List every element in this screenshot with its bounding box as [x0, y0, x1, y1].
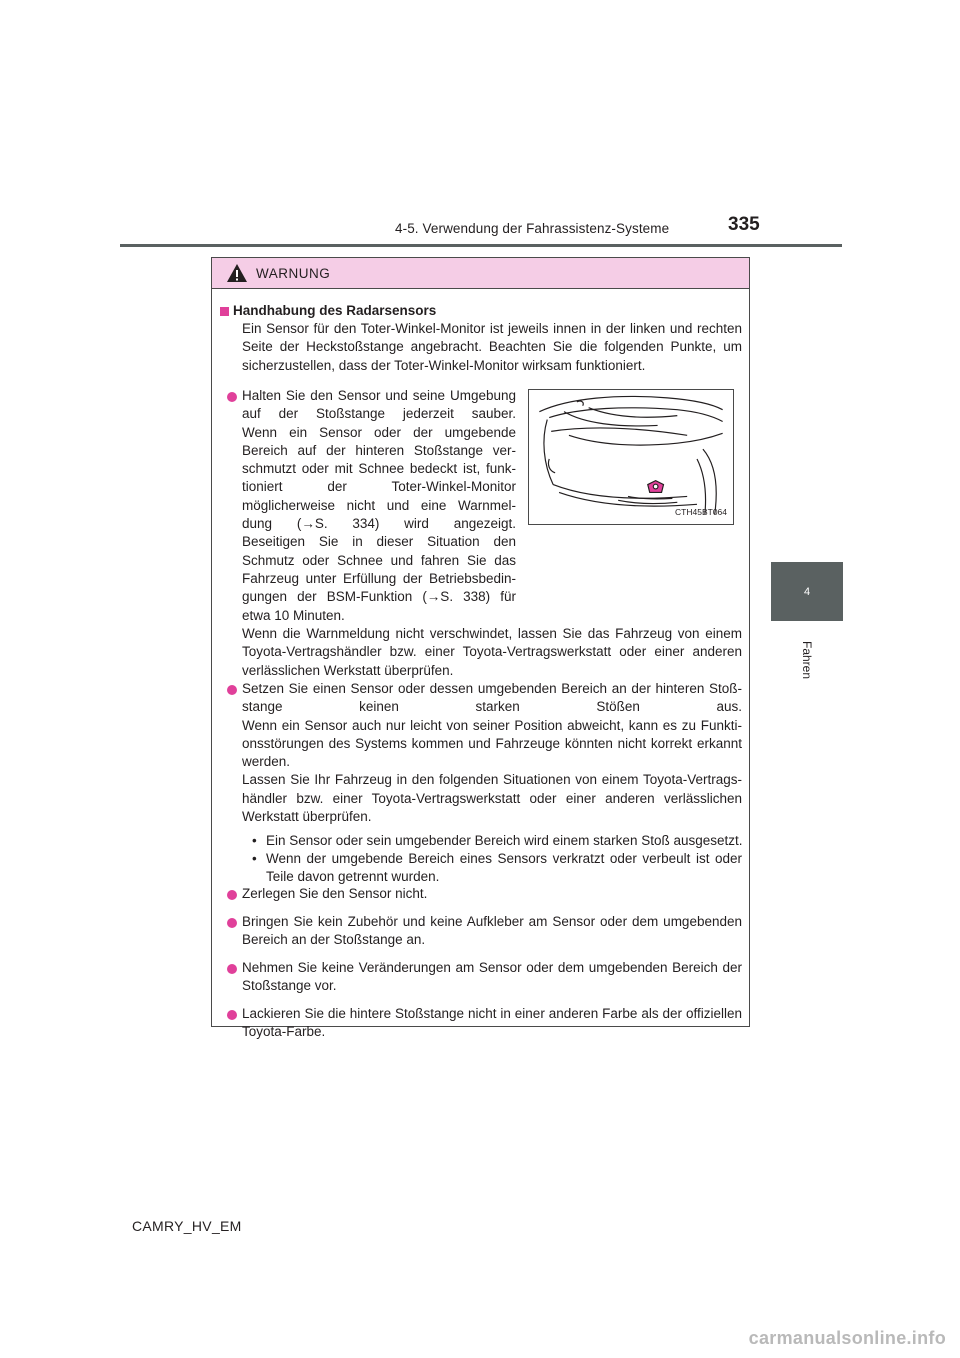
text-line: Bringen Sie kein Zubehör und keine Aufkleber am Sensor oder dem umgebenden [242, 914, 742, 929]
text-line: Schmutz oder Schnee und fahren Sie das [242, 552, 516, 568]
text-line: Halten Sie den Sensor und seine Umgebung [242, 388, 516, 403]
square-bullet-icon [220, 307, 229, 316]
warning-label: WARNUNG [256, 265, 331, 281]
text-line: Teile davon getrennt wurden. [266, 869, 440, 885]
text-line: sicherzustellen, dass der Toter-Winkel-Monitor wirksam funktioniert. [242, 357, 646, 373]
bullet-no-modifications [242, 959, 742, 996]
text-line: stange keinen starken Stößen aus. [242, 699, 742, 715]
bullet-keep-clean [242, 387, 516, 625]
text-line: Ein Sensor für den Toter-Winkel-Monitor ist jeweils innen in der linken und rechten [242, 321, 742, 336]
header-rule [120, 244, 842, 247]
text-line: Wenn der umgebende Bereich eines Sensors verkratzt oder verbeult ist oder [266, 851, 742, 866]
circle-bullet-icon [227, 918, 237, 928]
text-line: möglicherweise nicht und eine Warnmel- [242, 497, 516, 513]
sub-bullet-mark: • [252, 833, 257, 848]
text-line: verlässlichen Werkstatt überprüfen. [242, 662, 454, 678]
warning-header [212, 258, 749, 289]
text-line: Setzen Sie einen Sensor oder dessen umgebenden Bereich an der hinteren Stoß- [242, 681, 742, 696]
text-line: Beseitigen Sie in dieser Situation den [242, 534, 516, 550]
circle-bullet-icon [227, 392, 237, 402]
bullet-do-not-disassemble [242, 885, 742, 903]
chapter-tab[interactable] [771, 562, 843, 621]
text-line: werden. [242, 754, 291, 770]
section-title: 4-5. Verwendung der Fahrassistenz-Systeme [395, 221, 670, 236]
text-line: Lassen Sie Ihr Fahrzeug in den folgenden Situationen von einem Toyota-Vertrags- [242, 772, 742, 788]
bumper-sensor-figure [528, 389, 734, 525]
text-line: auf der Stoßstange jederzeit sauber. [242, 406, 516, 422]
text-line: Toyota-Farbe. [242, 1024, 326, 1040]
sub-bullet-mark: • [252, 851, 257, 866]
bullet-no-accessories [242, 913, 742, 950]
bullet-keep-clean-continued [242, 625, 742, 680]
warning-box [211, 257, 750, 1040]
text-line: Bereich an der Stoßstange an. [242, 932, 426, 948]
text-line: Seite der Heckstoßstange angebracht. Beachten Sie die folgenden Punkte, um [242, 339, 742, 355]
intro-paragraph [242, 320, 742, 375]
sub-bullet-item [266, 850, 742, 887]
figure-code: CTH45BT064 [675, 506, 727, 517]
text-line: Fahrzeug unter Erfüllung der Betriebsbedin- [242, 570, 516, 586]
circle-bullet-icon [227, 685, 237, 695]
chapter-name [785, 630, 829, 690]
text-line: Toyota-Vertragshändler bzw. einer Toyota-Vertragswerkstatt oder einer anderen [242, 644, 742, 660]
chapter-name-label: Fahren [800, 640, 814, 680]
page-number: 335 [728, 214, 760, 235]
text-line: etwa 10 Minuten. [242, 607, 345, 623]
text-line: schmutzt oder mit Schnee bedeckt ist, funk- [242, 461, 516, 477]
section-heading [220, 302, 436, 320]
sub-bullet-item [266, 832, 742, 850]
text-line: Werkstatt überprüfen. [242, 809, 372, 825]
warning-triangle-icon [226, 263, 248, 283]
text-line: Bereich auf der hinteren Stoßstange ver- [242, 442, 516, 458]
watermark: carmanualsonline.info [748, 1328, 946, 1348]
model-code: CAMRY_HV_EM [132, 1218, 242, 1234]
text-line: Wenn ein Sensor oder der umgebende [242, 424, 516, 440]
text-line: dung (→S. 334) wird angezeigt. [242, 516, 516, 532]
circle-bullet-icon [227, 890, 237, 900]
text-line: Wenn die Warnmeldung nicht verschwindet, lassen Sie das Fahrzeug von einem [242, 626, 742, 641]
text-line: tioniert der Toter-Winkel-Monitor [242, 479, 516, 495]
text-line: Stoßstange vor. [242, 978, 337, 994]
text-line: onsstörungen des Systems kommen und Fahrzeuge könnten nicht korrekt erkannt [242, 735, 742, 751]
text-line: Ein Sensor oder sein umgebender Bereich wird einem starken Stoß ausgesetzt. [266, 833, 743, 848]
circle-bullet-icon [227, 1010, 237, 1020]
text-line: Wenn ein Sensor auch nur leicht von seiner Position abweicht, kann es zu Funkti- [242, 717, 742, 733]
text-line: gungen der BSM-Funktion (→S. 338) für [242, 589, 516, 605]
bullet-avoid-impacts [242, 680, 742, 826]
text-line: Lackieren Sie die hintere Stoßstange nicht in einer anderen Farbe als der offiziellen [242, 1006, 742, 1021]
chapter-number: 4 [803, 585, 811, 598]
bullet-official-paint [242, 1005, 742, 1042]
text-line: händler bzw. einer Toyota-Vertragswerkstatt oder einer anderen verlässlichen [242, 790, 742, 806]
text-line: Nehmen Sie keine Veränderungen am Sensor oder dem umgebenden Bereich der [242, 960, 742, 975]
circle-bullet-icon [227, 964, 237, 974]
heading-text: Handhabung des Radarsensors [233, 303, 437, 318]
text-line: Zerlegen Sie den Sensor nicht. [242, 886, 428, 901]
